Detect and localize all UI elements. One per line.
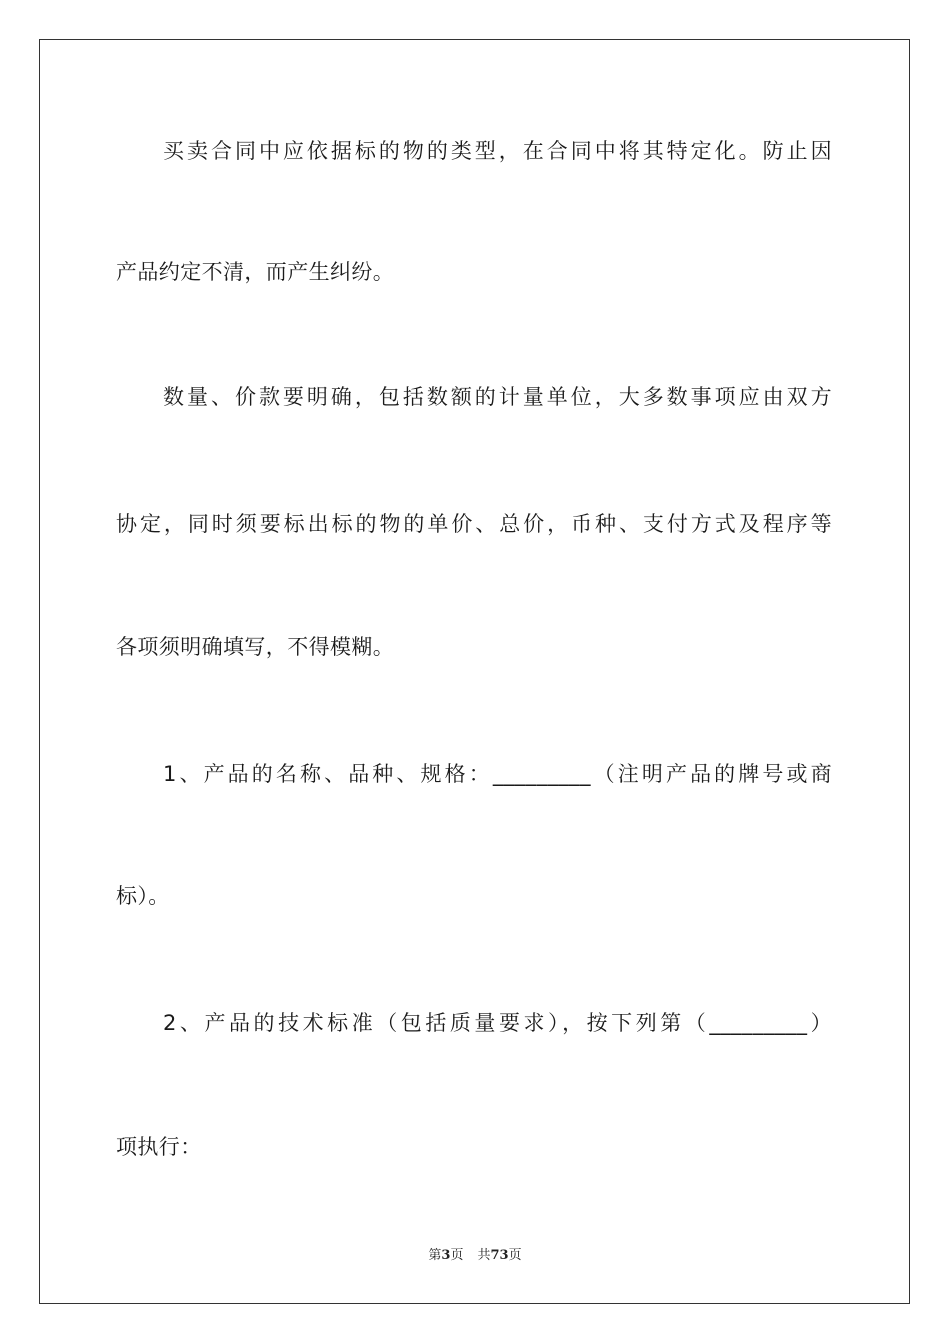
page-suffix: 页 (450, 1248, 464, 1263)
page-border (39, 39, 910, 1304)
paragraph-line-1: 买卖合同中应依据标的物的类型，在合同中将其特定化。防止因 (163, 139, 832, 163)
item-2-line-2: 项执行： (116, 1135, 202, 1159)
page-prefix: 第 (428, 1248, 442, 1263)
paragraph-line-2: 产品约定不清，而产生纠纷。 (116, 260, 395, 284)
page-footer (0, 1247, 950, 1265)
total-suffix: 页 (508, 1248, 522, 1263)
paragraph-line-5: 各项须明确填写，不得模糊。 (116, 635, 395, 659)
item-1-line-1: 1、产品的名称、品种、规格：_________（注明产品的牌号或商 (163, 762, 832, 786)
paragraph-line-3: 数量、价款要明确，包括数额的计量单位，大多数事项应由双方 (163, 385, 832, 409)
paragraph-line-4: 协定，同时须要标出标的物的单价、总价，币种、支付方式及程序等 (116, 512, 832, 536)
total-prefix: 共 (477, 1248, 491, 1263)
item-2-line-1: 2、产品的技术标准（包括质量要求），按下列第（_________） (163, 1011, 832, 1035)
page-total: 73 (490, 1248, 509, 1263)
item-1-line-2: 标）。 (116, 884, 170, 908)
page-current: 3 (441, 1248, 451, 1263)
